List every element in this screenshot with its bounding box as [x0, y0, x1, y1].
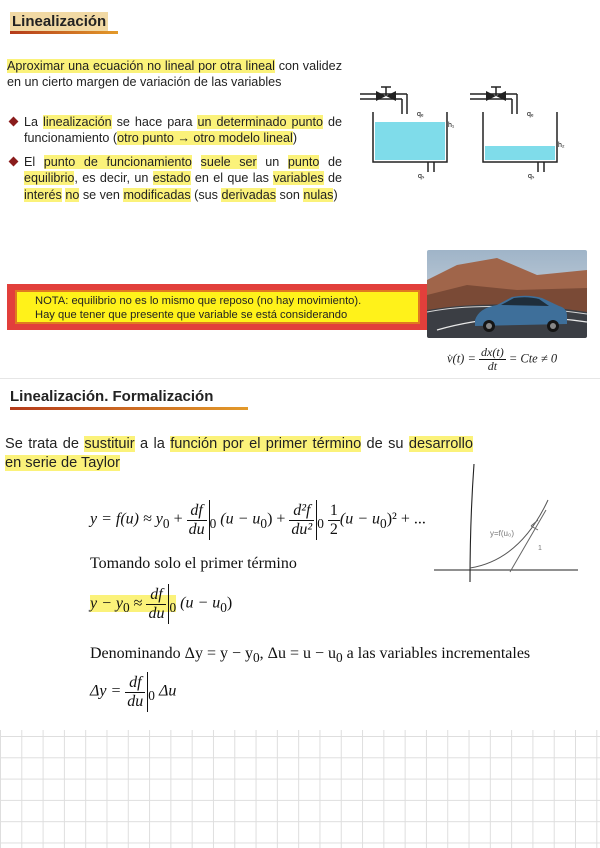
- equilibrium-formula: v̇(t) = $\frac{dx(t)}{dt}$ = Cte ≠ 0: [447, 345, 558, 374]
- car-road-photo: [427, 250, 587, 338]
- nota-line-2: Hay que tener que presente que variable se está considerando: [35, 309, 348, 321]
- slide2-intro: Se trata de sustituir a la función por el primer término de su desarrollo en serie de Taylor: [5, 436, 474, 471]
- sketch-label: y=f(u₀): [490, 529, 514, 538]
- hand-sketch: [430, 460, 580, 590]
- delta-formula: Δy = $\frac{df}{du}$ $_0$ Δu: [90, 672, 176, 712]
- slide1-title-underline: [10, 31, 118, 34]
- tank-diagrams: [360, 84, 580, 194]
- bullet-linealizacion: La linealización se hace para un determinado punto de funcionamiento (otro punto → otro modelo lineal): [9, 114, 342, 147]
- tank1-qe-label: qₑ: [417, 111, 424, 118]
- bullet-diamond-icon: [9, 117, 19, 127]
- slide2-title: Linealización. Formalización: [10, 388, 214, 405]
- text-first-term: Tomando solo el primer término: [90, 555, 297, 572]
- sketch-number: 1: [538, 545, 542, 552]
- slide2-title-underline: [10, 407, 248, 410]
- nota-line-1: NOTA: equilibrio no es lo mismo que reposo (no hay movimiento).: [35, 295, 362, 307]
- slide1-intro: [7, 58, 342, 91]
- tank1-qs-label: qₛ: [418, 173, 425, 180]
- intro-rest: con validez en un cierto margen de variación de las variables: [7, 59, 342, 90]
- grid-paper-area: [0, 730, 600, 848]
- tank2-h2-label: h₂: [558, 142, 565, 149]
- tank2-qs-label: qₛ: [528, 173, 535, 180]
- taylor-expansion: $y = f(u) \approx y_0$ + $\frac{df}{du}$ $_0$ $(u - u_0)$ + $\frac{\text{d²f}}{\text{du²}}$ $_0$ $\frac{1}{2}$ $(u - u_0)^2$ + ...: [90, 500, 426, 540]
- slide1-title: Linealización: [12, 13, 107, 30]
- tank-1: [360, 87, 447, 172]
- intro-highlight: Aproximar una ecuación no lineal por otra lineal: [7, 59, 275, 73]
- first-term-approx: $y - y_0$ ≈ $\frac{df}{du}$ $_0$ $(u - u_0)$: [90, 584, 232, 624]
- text-denominando: Denominando $\Delta y = y - y_0$, $\Delta u = u - u_0$ a las variables incrementales: [90, 645, 531, 666]
- tank2-qe-label: qₑ: [527, 111, 534, 118]
- nota-box: [15, 290, 420, 324]
- bullet-punto-funcionamiento: El punto de funcionamiento suele ser un punto de equilibrio, es decir, un estado en el que las variables de interés no se ven modificadas (sus derivadas son nulas): [9, 154, 342, 203]
- slide-separator: [0, 378, 600, 379]
- bullet-diamond-icon: [9, 157, 19, 167]
- tank1-h1-label: h₁: [448, 122, 455, 129]
- tank-2: [470, 87, 557, 172]
